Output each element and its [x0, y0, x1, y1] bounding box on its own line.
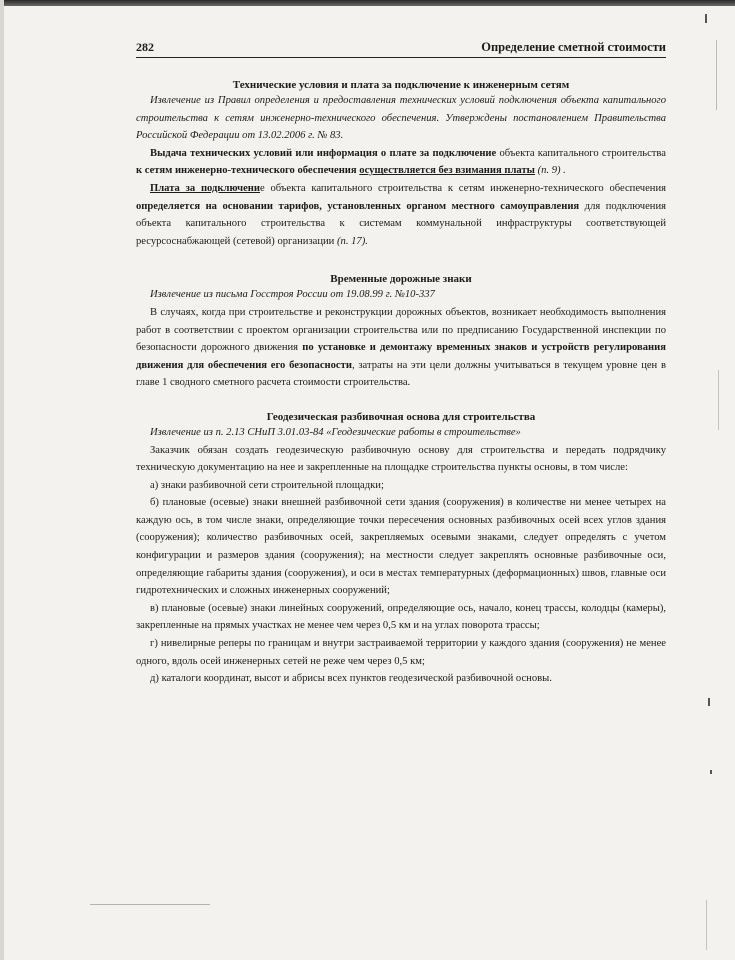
- paragraph: Заказчик обязан создать геодезическую разбивочную основу для строительства и передать подрядчику техническую документацию на нее и закрепленные на площадке строительства пункты основы, в том числе:: [136, 444, 666, 474]
- paragraph: [136, 180, 666, 250]
- list-item: г) нивелирные реперы по границам и внутри застраиваемой территории у каждого здания (сооружения) не менее одного, вдоль осей инженерных сетей не реже чем через 0,5 км;: [136, 638, 666, 667]
- text: , затраты на эти цели должны учитываться в текущем уровне цен в главе 1 сводного сметного расчета стоимости строительства.: [136, 359, 666, 389]
- section-geodetic-base: [136, 410, 666, 688]
- list-item: в) плановые (осевые) знаки линейных сооружений, определяющие ось, начало, конец трассы, колодцы (камеры), закрепленные на прямых участках не менее чем через 0,5 км и на углах поворота трассы;: [136, 602, 666, 632]
- scan-line: [716, 40, 717, 110]
- text: е объекта капитального строительства к сетям инженерно-технического обеспечения: [260, 182, 667, 194]
- section-source: Извлечение из п. 2.13 СНиП 3.01.03-84 «Геодезические работы в строительстве»: [150, 426, 521, 438]
- book-page: [136, 40, 666, 688]
- bold-text: по установке и демонтажу временных знаков и устройств регулирования движения для обеспечения его безопасности: [136, 342, 666, 371]
- bold-underlined-text: осуществляется без взимания платы: [359, 165, 535, 177]
- section-road-signs: [136, 272, 666, 392]
- scan-line: [718, 370, 719, 430]
- text: для подключения объекта капитального строительства к системам коммунальной инфраструктуры соответствующей ресурсоснабжающей (сетевой) организации: [136, 200, 666, 247]
- bold-text: к сетям инженерно-технического обеспечения: [136, 165, 357, 177]
- section-heading: Геодезическая разбивочная основа для строительства: [266, 410, 536, 423]
- scan-left-edge: [0, 0, 4, 960]
- paragraph: [136, 145, 666, 180]
- list-item: д) каталоги координат, высот и абрисы всех пунктов геодезической разбивочной основы.: [150, 673, 552, 685]
- scan-line: [90, 904, 210, 905]
- reference: (п. 9) .: [534, 165, 566, 177]
- bold-text: Выдача технических условий или информация о плате за подключение: [150, 147, 497, 159]
- running-title: Определение сметной стоимости: [481, 40, 666, 54]
- section-source: Извлечение из письма Госстроя России от 19.08.99 г. №10-337: [150, 289, 435, 301]
- reference: (п. 17).: [334, 235, 368, 247]
- section-tech-conditions: [136, 78, 666, 250]
- list-item: б) плановые (осевые) знаки внешней разбивочной сети здания (сооружения) в количестве ни менее четырех на каждую ось, в том числе знаки, определяющие точки пересечения основных разбивочных осей всех углов здания (сооружения); количество разбивочных осей, закрепляемых осевыми знаками, следует определять с учетом конфигурации и размеров здания (сооружения); на местности следует закреплять основные разбивочные оси, определяющие габариты здания (сооружения), и оси в местах температурных (деформационных) швов, главные оси гидротехнических и сложных инженерных сооружений;: [136, 497, 666, 597]
- list-item: а) знаки разбивочной сети строительной площадки;: [150, 479, 384, 491]
- section-source: Извлечение из Правил определения и предоставления технических условий подключения объекта капитального строительства к сетям инженерно-технического обеспечения. Утверждены постановлением Правительства Российской Федерации от 13.02.2006 г. № 83.: [136, 95, 666, 142]
- text: В случаях, когда при строительстве и реконструкции дорожных объектов, возникает необходимость выполнения работ в соответствии с проектом организации строительства или по предписанию Государственной инспекции по безопасности дорожного движения: [136, 306, 666, 354]
- running-header: [136, 40, 666, 58]
- bold-text: определяется на основании тарифов, установленных органом местного самоуправления: [136, 200, 580, 212]
- paragraph: [136, 304, 666, 392]
- text: объекта капитального строительства: [496, 147, 666, 159]
- bold-underlined-text: Плата за подключени: [150, 182, 261, 194]
- section-heading: Временные дорожные знаки: [330, 273, 472, 286]
- page-number: 282: [136, 40, 154, 54]
- scan-top-edge: [0, 0, 735, 6]
- scan-line: [706, 900, 707, 950]
- scan-speck: [710, 770, 712, 774]
- scan-speck: [708, 698, 710, 706]
- section-heading: Технические условия и плата за подключение к инженерным сетям: [232, 79, 570, 91]
- scan-speck: [705, 14, 707, 23]
